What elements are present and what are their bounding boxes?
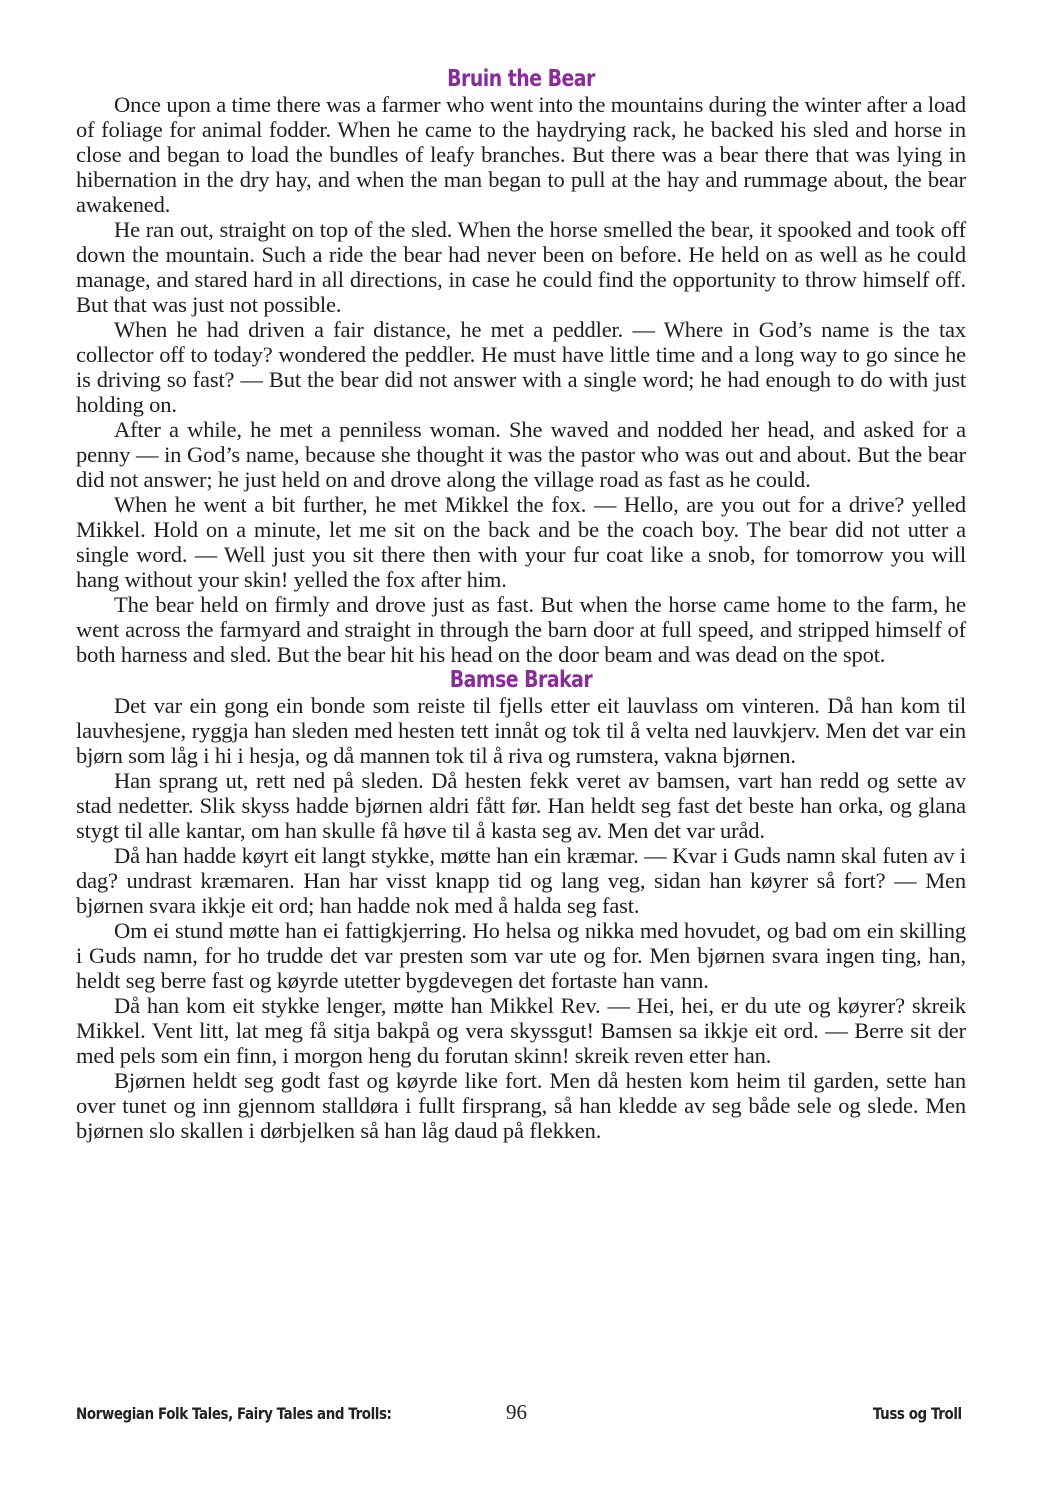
story-title-norwegian: Bamse Brakar	[449, 667, 593, 693]
paragraph: Då han kom eit stykke lenger, møtte han Mikkel Rev. — Hei, hei, er du ute og køyrer? skreik Mikkel. Vent litt, lat meg få sitja bakpå og vera skyssgut! Bamsen sa ikkje eit ord. — Berre sit der med pels som ein finn, i morgon heng du forutan skinn! skreik reven etter han.	[76, 993, 966, 1068]
paragraph: Då han hadde køyrt eit langt stykke, møtte han ein kræmar. — Kvar i Guds namn skal futen av i dag? undrast kræmaren. Han har visst knapp tid og lang veg, sidan han køyrer så fort? — Men bjørnen svara ikkje eit ord; han hadde nok med å halda seg fast.	[76, 843, 966, 918]
page-footer	[76, 1402, 962, 1428]
paragraph: The bear held on firmly and drove just as fast. But when the horse came home to the farm, he went across the farmyard and straight in through the barn door at full speed, and stripped himself of both harness and sled. But the bear hit his head on the door beam and was dead on the spot.	[76, 592, 966, 667]
page-number: 96	[506, 1400, 527, 1424]
story-body-norwegian	[76, 693, 966, 1143]
paragraph: Once upon a time there was a farmer who went into the mountains during the winter after a load of foliage for animal fodder. When he came to the haydrying rack, he backed his sled and horse in close and began to load the bundles of leafy branches. But there was a bear there that was lying in hibernation in the dry hay, and when the man began to pull at the hay and rummage about, the bear awakened.	[76, 92, 966, 217]
paragraph: When he went a bit further, he met Mikkel the fox. — Hello, are you out for a drive? yelled Mikkel. Hold on a minute, let me sit on the back and be the coach boy. The bear did not utter a single word. — Well just you sit there then with your fur coat like a snob, for tomorrow you will hang without your skin! yelled the fox after him.	[76, 492, 966, 592]
paragraph: After a while, he met a penniless woman. She waved and nodded her head, and asked for a penny — in God’s name, because she thought it was the pastor who was out and about. But the bear did not answer; he just held on and drove along the village road as fast as he could.	[76, 417, 966, 492]
story-title-english: Bruin the Bear	[447, 66, 595, 92]
paragraph: He ran out, straight on top of the sled. When the horse smelled the bear, it spooked and took off down the mountain. Such a ride the bear had never been on before. He held on as well as he could manage, and stared hard in all directions, in case he could find the opportunity to throw himself off. But that was just not possible.	[76, 217, 966, 317]
paragraph: Om ei stund møtte han ei fattigkjerring. Ho helsa og nikka med hovudet, og bad om ein skilling i Guds namn, for ho trudde det var presten som var ute og for. Men bjørnen svara ingen ting, han, heldt seg berre fast og køyrde utetter bygdevegen det fortaste han vann.	[76, 918, 966, 993]
paragraph: When he had driven a fair distance, he met a peddler. — Where in God’s name is the tax collector off to today? wondered the peddler. He must have little time and a long way to go since he is driving so fast? — But the bear did not answer with a single word; he had enough to do with just holding on.	[76, 317, 966, 417]
story-body-english	[76, 92, 966, 667]
footer-book-title: Norwegian Folk Tales, Fairy Tales and Trolls:	[76, 1404, 392, 1423]
paragraph: Han sprang ut, rett ned på sleden. Då hesten fekk veret av bamsen, vart han redd og sette av stad nedetter. Slik skyss hadde bjørnen aldri fått før. Han heldt seg fast det beste han orka, og glana stygt til alle kantar, om han skulle få høve til å kasta seg av. Men det var uråd.	[76, 768, 966, 843]
paragraph: Bjørnen heldt seg godt fast og køyrde like fort. Men då hesten kom heim til garden, sette han over tunet og inn gjennom stalldøra i fullt firsprang, så han kledde av seg både sele og slede. Men bjørnen slo skallen i dørbjelken så han låg daud på flekken.	[76, 1068, 966, 1143]
footer-series-title: Tuss og Troll	[873, 1404, 962, 1423]
paragraph: Det var ein gong ein bonde som reiste til fjells etter eit lauvlass om vinteren. Då han kom til lauvhesjene, ryggja han sleden med hesten tett innåt og tok til å velta ned lauvkjerv. Men det var ein bjørn som låg i hi i hesja, og då mannen tok til å riva og rumstera, vakna bjørnen.	[76, 693, 966, 768]
